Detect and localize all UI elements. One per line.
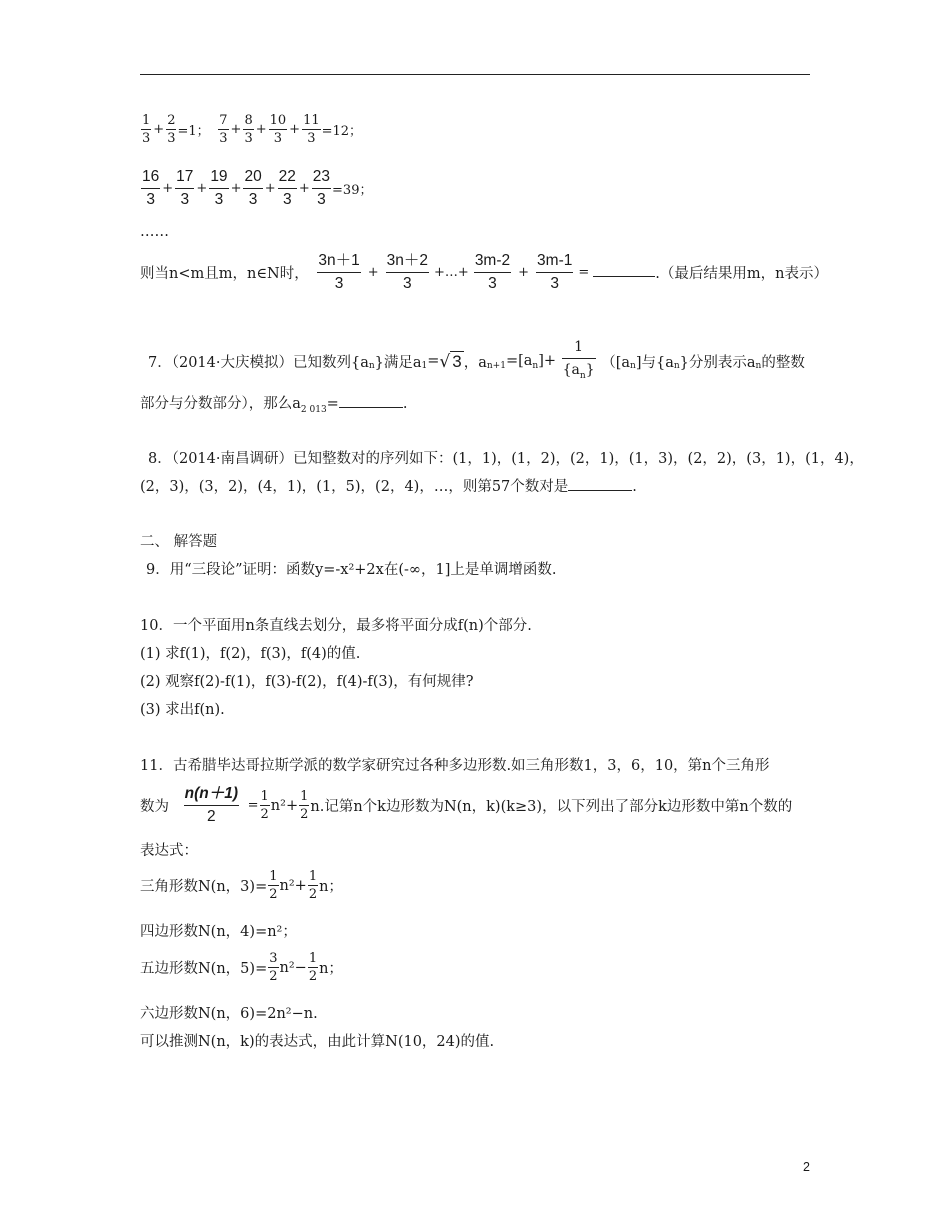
question-10-part-1: (1) 求f(1)，f(2)，f(3)，f(4)的值. xyxy=(140,646,361,662)
sequence-row-2: $\frac{16}{3}$ + $\frac{17}{3}$ + $\frac{19}{3}$ + $\frac{20}{3}$ + $\frac{22}{3}$ + $\frac{23}{3}$ =39； xyxy=(142,168,373,208)
question-9: 9．用“三段论”证明：函数y=-x²+2x在(-∞，1]上是单调增函数. xyxy=(146,562,557,578)
page-number: 2 xyxy=(803,1160,810,1174)
header-rule xyxy=(140,74,810,75)
question-11-line-3: 表达式： xyxy=(140,843,198,859)
question-10-part-3: (3) 求出f(n). xyxy=(140,702,225,718)
question-10-part-2: (2) 观察f(2)-f(1)，f(3)-f(2)，f(4)-f(3)，有何规律? xyxy=(140,674,474,690)
sequence-row-1: $\frac{1}{3}$ + $\frac{2}{3}$ =1； $\frac{7}{3}$ + $\frac{8}{3}$ + $\frac{10}{3}$ + $\frac{11}{3}$ =12； xyxy=(142,113,363,146)
question-8-line-1: 8．（2014·南昌调研）已知整数对的序列如下：(1，1)，(1，2)，(2，1)，(1，3)，(2，2)，(3，1)，(1，4)， xyxy=(148,451,864,467)
pentagon-number-formula: 五边形数N(n，5)= $\frac{3}{2}$ n²− $\frac{1}{2}$ n； xyxy=(140,951,343,984)
square-number-formula: 四边形数N(n，4)=n²； xyxy=(140,924,297,940)
question-8-line-2: (2，3)，(3，2)，(4，1)，(1，5)，(2，4)，…，则第57个数对是 . xyxy=(140,479,637,495)
question-11-line-2: 数为 $\frac{n(n+1)}{2}$ = $\frac{1}{2}$ n²+ $\frac{1}{2}$ n.记第n个k边形数为N(n，k)(k≥3)，以下列出了部分k边形数中第n个数的 xyxy=(140,785,793,825)
sequence-row-3: 则当n<m且m，n∈N时， $\frac{3n+1}{3}$ + $\frac{3n+2}{3}$ +…+ $\frac{3m-2}{3}$ + $\frac{3m-1}{3}$ = .（最后结果用m，n表示） xyxy=(140,252,828,292)
section-heading: 二、 解答题 xyxy=(140,534,218,550)
question-7-line-2: 部分与分数部分），那么$a_{2 013}=$ . xyxy=(140,396,408,415)
question-11-task: 可以推测N(n，k)的表达式，由此计算N(10，24)的值. xyxy=(140,1034,495,1050)
question-7: 7．（2014·大庆模拟）已知数列$\{a_n\}$满足$a_1=√$ 3 ，$a_{n+1}=[a_n]+$ $\frac{1}{\{a_n\}}$ （$[a_n]$与$\{a_n\}$分别表示$a_n$的整数 xyxy=(148,336,805,387)
answer-blank xyxy=(593,264,655,277)
question-11-line-1: 11．古希腊毕达哥拉斯学派的数学家研究过各种多边形数.如三角形数1，3，6，10，第n个三角形 xyxy=(140,758,770,774)
question-10-stem: 10．一个平面用n条直线去划分，最多将平面分成f(n)个部分. xyxy=(140,618,532,634)
hexagon-number-formula: 六边形数N(n，6)=2n²−n. xyxy=(140,1006,318,1022)
triangle-number-formula: 三角形数N(n，3)= $\frac{1}{2}$ n²+ $\frac{1}{2}$ n； xyxy=(140,869,343,902)
sequence-ellipsis: …… xyxy=(140,224,169,240)
